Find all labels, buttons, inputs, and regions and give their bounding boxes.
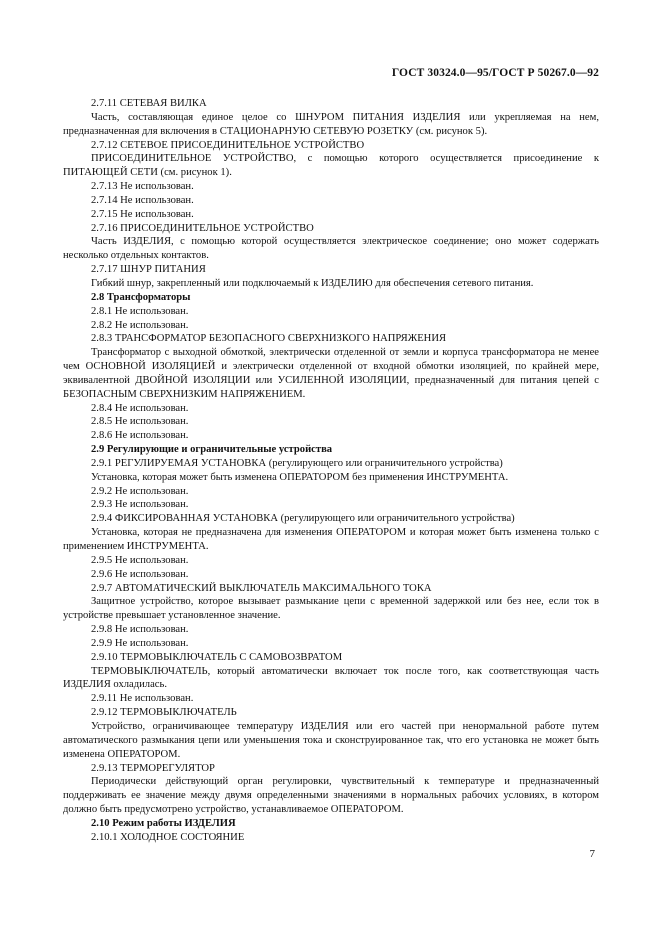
paragraph: ПРИСОЕДИНИТЕЛЬНОЕ УСТРОЙСТВО, с помощью которого осуществляется присоединение к ПИТАЮЩЕЙ СЕТИ (см. рисунок 1). bbox=[63, 153, 599, 179]
paragraph: Часть ИЗДЕЛИЯ, с помощью которой осуществляется электрическое соединение; оно может содержать несколько отдельных контактов. bbox=[63, 236, 599, 262]
page-number: 7 bbox=[589, 848, 595, 860]
paragraph: 2.8.5 Не использован. bbox=[91, 416, 189, 428]
standard-header: ГОСТ 30324.0—95/ГОСТ Р 50267.0—92 bbox=[391, 67, 599, 79]
paragraph: 2.8.6 Не использован. bbox=[91, 430, 189, 442]
paragraph: Периодически действующий орган регулировки, чувствительный к температуре и предназначенный поддерживать ее значение между двумя определенными значениями в нормальных рабочих условиях, в котором должно быть предусмотрено устройство, устанавливаемое ОПЕРАТОРОМ. bbox=[63, 776, 599, 816]
paragraph: 2.9.3 Не использован. bbox=[91, 499, 189, 511]
paragraph: 2.9.5 Не использован. bbox=[91, 554, 189, 566]
paragraph: 2.9.7 АВТОМАТИЧЕСКИЙ ВЫКЛЮЧАТЕЛЬ МАКСИМАЛЬНОГО ТОКА bbox=[91, 582, 432, 594]
paragraph: 2.9.6 Не использован. bbox=[91, 568, 189, 580]
paragraph: 2.7.16 ПРИСОЕДИНИТЕЛЬНОЕ УСТРОЙСТВО bbox=[91, 222, 314, 234]
paragraph: 2.9.4 ФИКСИРОВАННАЯ УСТАНОВКА (регулирующего или ограничительного устройства) bbox=[91, 513, 515, 525]
paragraph: 2.9.1 РЕГУЛИРУЕМАЯ УСТАНОВКА (регулирующего или ограничительного устройства) bbox=[91, 457, 503, 469]
paragraph: 2.7.17 ШНУР ПИТАНИЯ bbox=[91, 264, 206, 276]
paragraph: 2.9.12 ТЕРМОВЫКЛЮЧАТЕЛЬ bbox=[91, 707, 237, 719]
section-heading: 2.8 Трансформаторы bbox=[91, 291, 191, 303]
paragraph: Защитное устройство, которое вызывает размыкание цепи с временной задержкой или без нее, если ток в устройстве превышает установленное значение. bbox=[63, 596, 599, 622]
paragraph: Трансформатор с выходной обмоткой, электрически отделенной от земли и корпуса трансформатора не менее чем ОСНОВНОЙ ИЗОЛЯЦИЕЙ и электрически отделенной от входной обмотки изоляцией, по крайней мере, эквивалентной ДВОЙНОЙ ИЗОЛЯЦИИ или УСИЛЕННОЙ ИЗОЛЯЦИИ, предназначенный для питания цепей с БЕЗОПАСНЫМ СВЕРХНИЗКИМ НАПРЯЖЕНИЕМ. bbox=[63, 347, 599, 400]
paragraph: Установка, которая может быть изменена ОПЕРАТОРОМ без применения ИНСТРУМЕНТА. bbox=[91, 471, 509, 483]
paragraph: 2.7.11 СЕТЕВАЯ ВИЛКА bbox=[91, 98, 207, 109]
paragraph: 2.8.1 Не использован. bbox=[91, 305, 189, 317]
section-heading: 2.9 Регулирующие и ограничительные устройства bbox=[91, 444, 333, 456]
paragraph: Установка, которая не предназначена для изменения ОПЕРАТОРОМ и которая может быть изменена только с применением ИНСТРУМЕНТА. bbox=[63, 527, 599, 552]
paragraph: 2.9.10 ТЕРМОВЫКЛЮЧАТЕЛЬ С САМОВОЗВРАТОМ bbox=[91, 651, 343, 663]
paragraph: 2.8.3 ТРАНСФОРМАТОР БЕЗОПАСНОГО СВЕРХНИЗКОГО НАПРЯЖЕНИЯ bbox=[91, 333, 447, 345]
paragraph: ТЕРМОВЫКЛЮЧАТЕЛЬ, который автоматически включает ток после того, как соответствующая часть ИЗДЕЛИЯ охладилась. bbox=[63, 665, 599, 691]
paragraph: 2.9.13 ТЕРМОРЕГУЛЯТОР bbox=[91, 762, 215, 774]
paragraph: 2.7.12 СЕТЕВОЕ ПРИСОЕДИНИТЕЛЬНОЕ УСТРОЙСТВО bbox=[91, 139, 365, 151]
paragraph: Устройство, ограничивающее температуру ИЗДЕЛИЯ или его частей при ненормальной работе путем автоматического размыкания цепи или уменьшения тока и сконструированное так, что его установка не может быть изменена ОПЕРАТОРОМ. bbox=[63, 720, 599, 760]
paragraph: Часть, составляющая единое целое со ШНУРОМ ПИТАНИЯ ИЗДЕЛИЯ или укрепляемая на нем, предназначенная для включения в СТАЦИОНАРНУЮ СЕТЕВУЮ РОЗЕТКУ (см. рисунок 5). bbox=[63, 111, 599, 137]
paragraph: 2.8.2 Не использован. bbox=[91, 319, 189, 331]
section-heading: 2.10 Режим работы ИЗДЕЛИЯ bbox=[91, 817, 236, 829]
paragraph: 2.9.8 Не использован. bbox=[91, 624, 189, 636]
paragraph: 2.8.4 Не использован. bbox=[91, 402, 189, 414]
paragraph: Гибкий шнур, закрепленный или подключаемый к ИЗДЕЛИЮ для обеспечения сетевого питания. bbox=[91, 277, 534, 289]
paragraph: 2.7.13 Не использован. bbox=[91, 181, 194, 193]
paragraph: 2.9.2 Не использован. bbox=[91, 485, 189, 497]
paragraph: 2.7.15 Не использован. bbox=[91, 208, 194, 220]
paragraph: 2.10.1 ХОЛОДНОЕ СОСТОЯНИЕ bbox=[91, 831, 245, 843]
paragraph: 2.7.14 Не использован. bbox=[91, 194, 194, 206]
document-body bbox=[63, 97, 599, 845]
paragraph: 2.9.9 Не использован. bbox=[91, 637, 189, 649]
paragraph: 2.9.11 Не использован. bbox=[91, 693, 194, 705]
